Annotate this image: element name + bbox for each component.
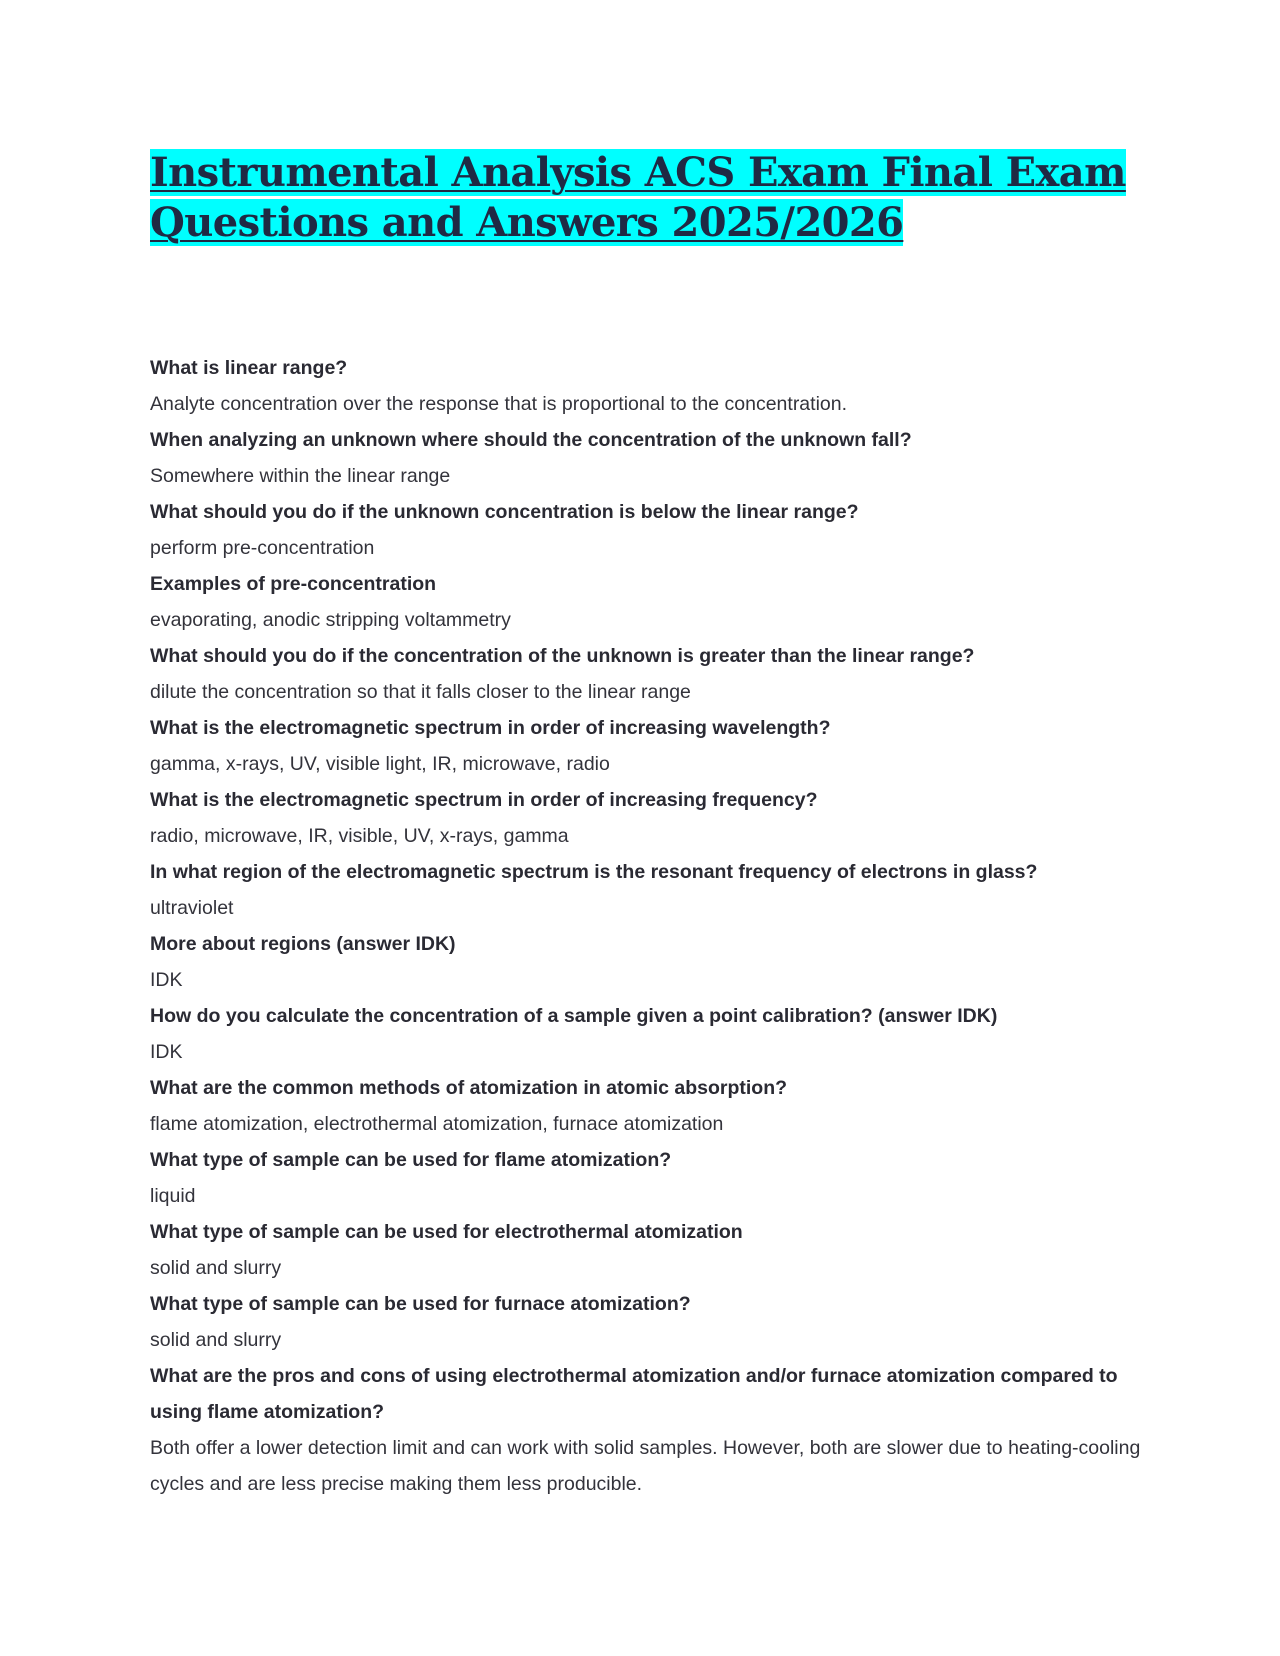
question: What should you do if the unknown concentration is below the linear range? <box>150 501 859 523</box>
qa-item <box>150 926 1150 998</box>
question: What should you do if the concentration of the unknown is greater than the linear range? <box>150 645 975 667</box>
answer: IDK <box>150 1041 183 1063</box>
answer: Both offer a lower detection limit and can work with solid samples. However, both are slower due to heating-cooling cycles and are less precise making them less producible. <box>150 1437 1141 1495</box>
answer: radio, microwave, IR, visible, UV, x-rays, gamma <box>150 825 569 847</box>
qa-item <box>150 854 1150 926</box>
question: In what region of the electromagnetic spectrum is the resonant frequency of electrons in glass? <box>150 861 1038 883</box>
answer: Analyte concentration over the response that is proportional to the concentration. <box>150 393 848 415</box>
qa-item <box>150 782 1150 854</box>
answer: Somewhere within the linear range <box>150 465 451 487</box>
qa-item <box>150 1286 1150 1358</box>
question: What is the electromagnetic spectrum in order of increasing frequency? <box>150 789 818 811</box>
question: More about regions (answer IDK) <box>150 933 456 955</box>
qa-item <box>150 1142 1150 1214</box>
qa-item <box>150 350 1150 422</box>
answer: solid and slurry <box>150 1257 282 1279</box>
question: What is the electromagnetic spectrum in order of increasing wavelength? <box>150 717 831 739</box>
question: Examples of pre-concentration <box>150 573 437 595</box>
answer: solid and slurry <box>150 1329 282 1351</box>
answer: liquid <box>150 1185 196 1207</box>
answer: dilute the concentration so that it falls closer to the linear range <box>150 681 691 703</box>
qa-item <box>150 1070 1150 1142</box>
question: What type of sample can be used for furnace atomization? <box>150 1293 691 1315</box>
qa-item <box>150 494 1150 566</box>
answer: flame atomization, electrothermal atomization, furnace atomization <box>150 1113 724 1135</box>
document-title <box>150 148 1150 248</box>
answer: gamma, x-rays, UV, visible light, IR, microwave, radio <box>150 753 610 775</box>
title-block <box>150 148 1150 248</box>
question: What type of sample can be used for flame atomization? <box>150 1149 672 1171</box>
answer: perform pre-concentration <box>150 537 375 559</box>
question: What are the pros and cons of using electrothermal atomization and/or furnace atomization compared to using flame atomization? <box>150 1365 1118 1423</box>
qa-item <box>150 1214 1150 1286</box>
question: What are the common methods of atomization in atomic absorption? <box>150 1077 788 1099</box>
qa-item <box>150 422 1150 494</box>
qa-item <box>150 710 1150 782</box>
answer: ultraviolet <box>150 897 234 919</box>
document-title-text: Instrumental Analysis ACS Exam Final Exam Questions and Answers 2025/2026 <box>150 149 1126 246</box>
answer: evaporating, anodic stripping voltammetry <box>150 609 511 631</box>
answer: IDK <box>150 969 183 991</box>
question: When analyzing an unknown where should the concentration of the unknown fall? <box>150 429 912 451</box>
question: What type of sample can be used for electrothermal atomization <box>150 1221 743 1243</box>
qa-item <box>150 1358 1150 1502</box>
qa-item <box>150 998 1150 1070</box>
qa-item <box>150 638 1150 710</box>
qa-list <box>150 350 1150 1502</box>
question: How do you calculate the concentration of a sample given a point calibration? (answer IDK) <box>150 1005 998 1027</box>
qa-item <box>150 566 1150 638</box>
question: What is linear range? <box>150 357 348 379</box>
